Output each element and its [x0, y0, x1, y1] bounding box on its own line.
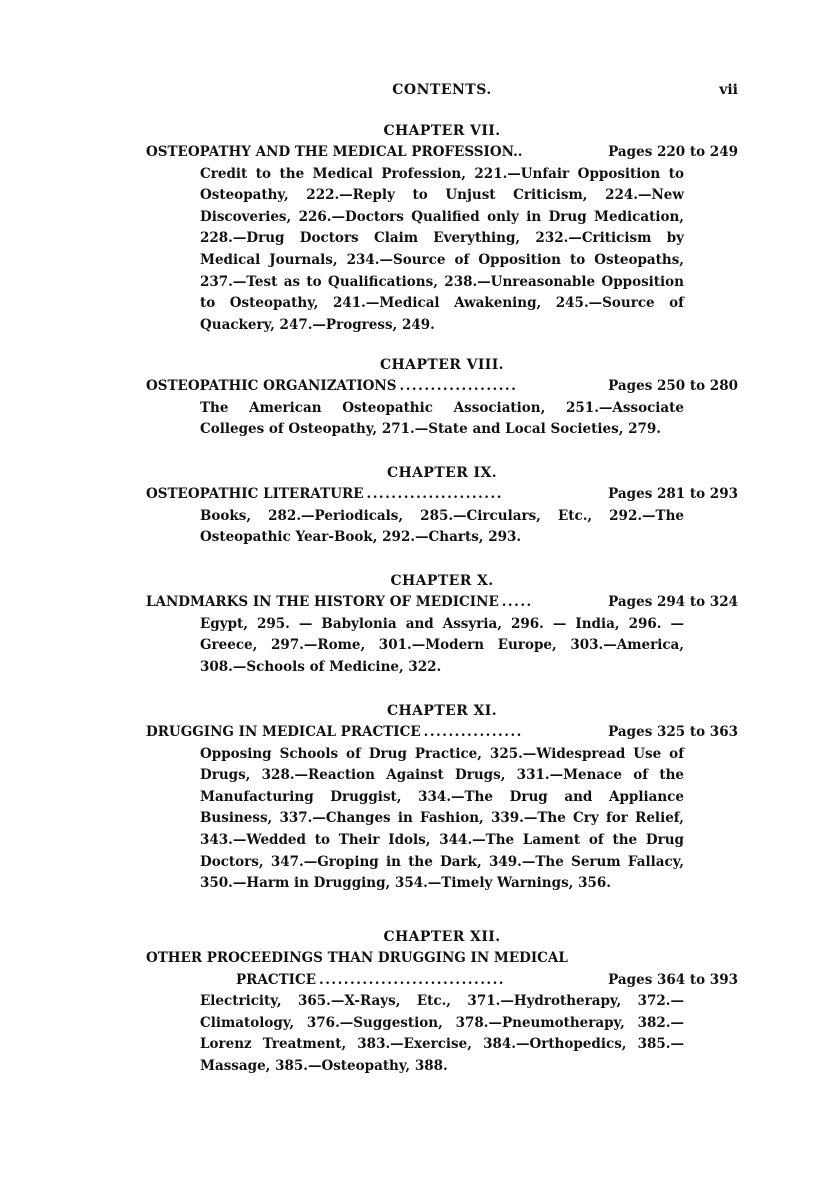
chapter-heading: CHAPTER IX.: [386, 465, 498, 481]
dot-leader: ...................: [399, 378, 518, 394]
chapter-title: OSTEOPATHIC ORGANIZATIONS: [146, 378, 397, 394]
chapter-12: [146, 926, 738, 1078]
chapter-9: [146, 462, 738, 549]
chapter-title: OSTEOPATHY AND THE MEDICAL PROFESSION..: [146, 144, 523, 160]
dot-leader: ..............................: [319, 971, 505, 988]
dot-leader: .....: [501, 594, 533, 610]
page-number: vii: [719, 82, 738, 98]
chapter-title-line: [146, 592, 738, 614]
chapter-title-line: [146, 142, 738, 164]
dot-leader: ................: [423, 724, 523, 740]
page-range: Pages 325 to 363: [608, 724, 738, 740]
dot-leader: ......................: [366, 486, 503, 502]
chapter-heading: CHAPTER XI.: [386, 703, 498, 719]
chapter-title-line: [146, 948, 738, 991]
page-title: CONTENTS.: [392, 82, 492, 98]
chapter-title: OTHER PROCEEDINGS THAN DRUGGING IN MEDICAL: [146, 950, 568, 966]
chapter-8: [146, 354, 738, 441]
chapter-title-line: [146, 722, 738, 744]
page-range: Pages 281 to 293: [608, 486, 738, 502]
page-range: Pages 220 to 249: [608, 144, 738, 160]
chapter-heading: CHAPTER VII.: [383, 123, 501, 139]
chapter-7: [146, 120, 738, 336]
chapter-title-line: [146, 484, 738, 506]
chapter-description: Egypt, 295. — Babylonia and Assyria, 296. — India, 296. — Greece, 297.—Rome, 301.—Modern Europe, 303.—America, 308.—Schools of Medicine, 322.: [200, 615, 684, 675]
chapter-title-continued: PRACTICE: [236, 971, 316, 988]
chapter-10: [146, 570, 738, 678]
chapter-title: OSTEOPATHIC LITERATURE: [146, 486, 364, 502]
chapter-title: LANDMARKS IN THE HISTORY OF MEDICINE: [146, 594, 499, 610]
chapter-heading: CHAPTER VIII.: [380, 357, 504, 373]
chapter-heading: CHAPTER X.: [390, 573, 494, 589]
chapter-description: Books, 282.—Periodicals, 285.—Circulars, Etc., 292.—The Osteopathic Year-Book, 292.—Charts, 293.: [200, 507, 684, 546]
chapter-description: Credit to the Medical Profession, 221.—Unfair Opposition to Osteopathy, 222.—Reply to Unjust Criticism, 224.—New Discoveries, 226.—Doctors Qualified only in Drug Medication, 228.—Drug Doctors Claim Everything, 232.—Criticism by Medical Journals, 234.—Source of Opposition to Osteopaths, 237.—Test as to Qualifications, 238.—Unreasonable Opposition to Osteopathy, 241.—Medical Awakening, 245.—Source of Quackery, 247.—Progress, 249.: [200, 165, 684, 333]
page-range: Pages 294 to 324: [608, 594, 738, 610]
running-header: [146, 82, 738, 104]
page-range: Pages 250 to 280: [608, 378, 738, 394]
page-range: Pages 364 to 393: [608, 971, 738, 988]
chapter-description: Electricity, 365.—X-Rays, Etc., 371.—Hydrotherapy, 372.—Climatology, 376.—Suggestion, 378.—Pneumotherapy, 382.—Lorenz Treatment, 383.—Exercise, 384.—Orthopedics, 385.—Massage, 385.—Osteopathy, 388.: [200, 993, 684, 1074]
chapter-title-line: [146, 376, 738, 398]
chapter-heading: CHAPTER XII.: [383, 929, 501, 945]
chapter-11: [146, 700, 738, 895]
chapter-description: Opposing Schools of Drug Practice, 325.—Widespread Use of Drugs, 328.—Reaction Against Drugs, 331.—Menace of the Manufacturing Druggist, 334.—The Drug and Appliance Business, 337.—Changes in Fashion, 339.—The Cry for Relief, 343.—Wedded to Their Idols, 344.—The Lament of the Drug Doctors, 347.—Groping in the Dark, 349.—The Serum Fallacy, 350.—Harm in Drugging, 354.—Timely Warnings, 356.: [200, 745, 684, 892]
chapter-title: DRUGGING IN MEDICAL PRACTICE: [146, 724, 421, 740]
chapter-description: The American Osteopathic Association, 251.—Associate Colleges of Osteopathy, 271.—State and Local Societies, 279.: [200, 399, 684, 438]
